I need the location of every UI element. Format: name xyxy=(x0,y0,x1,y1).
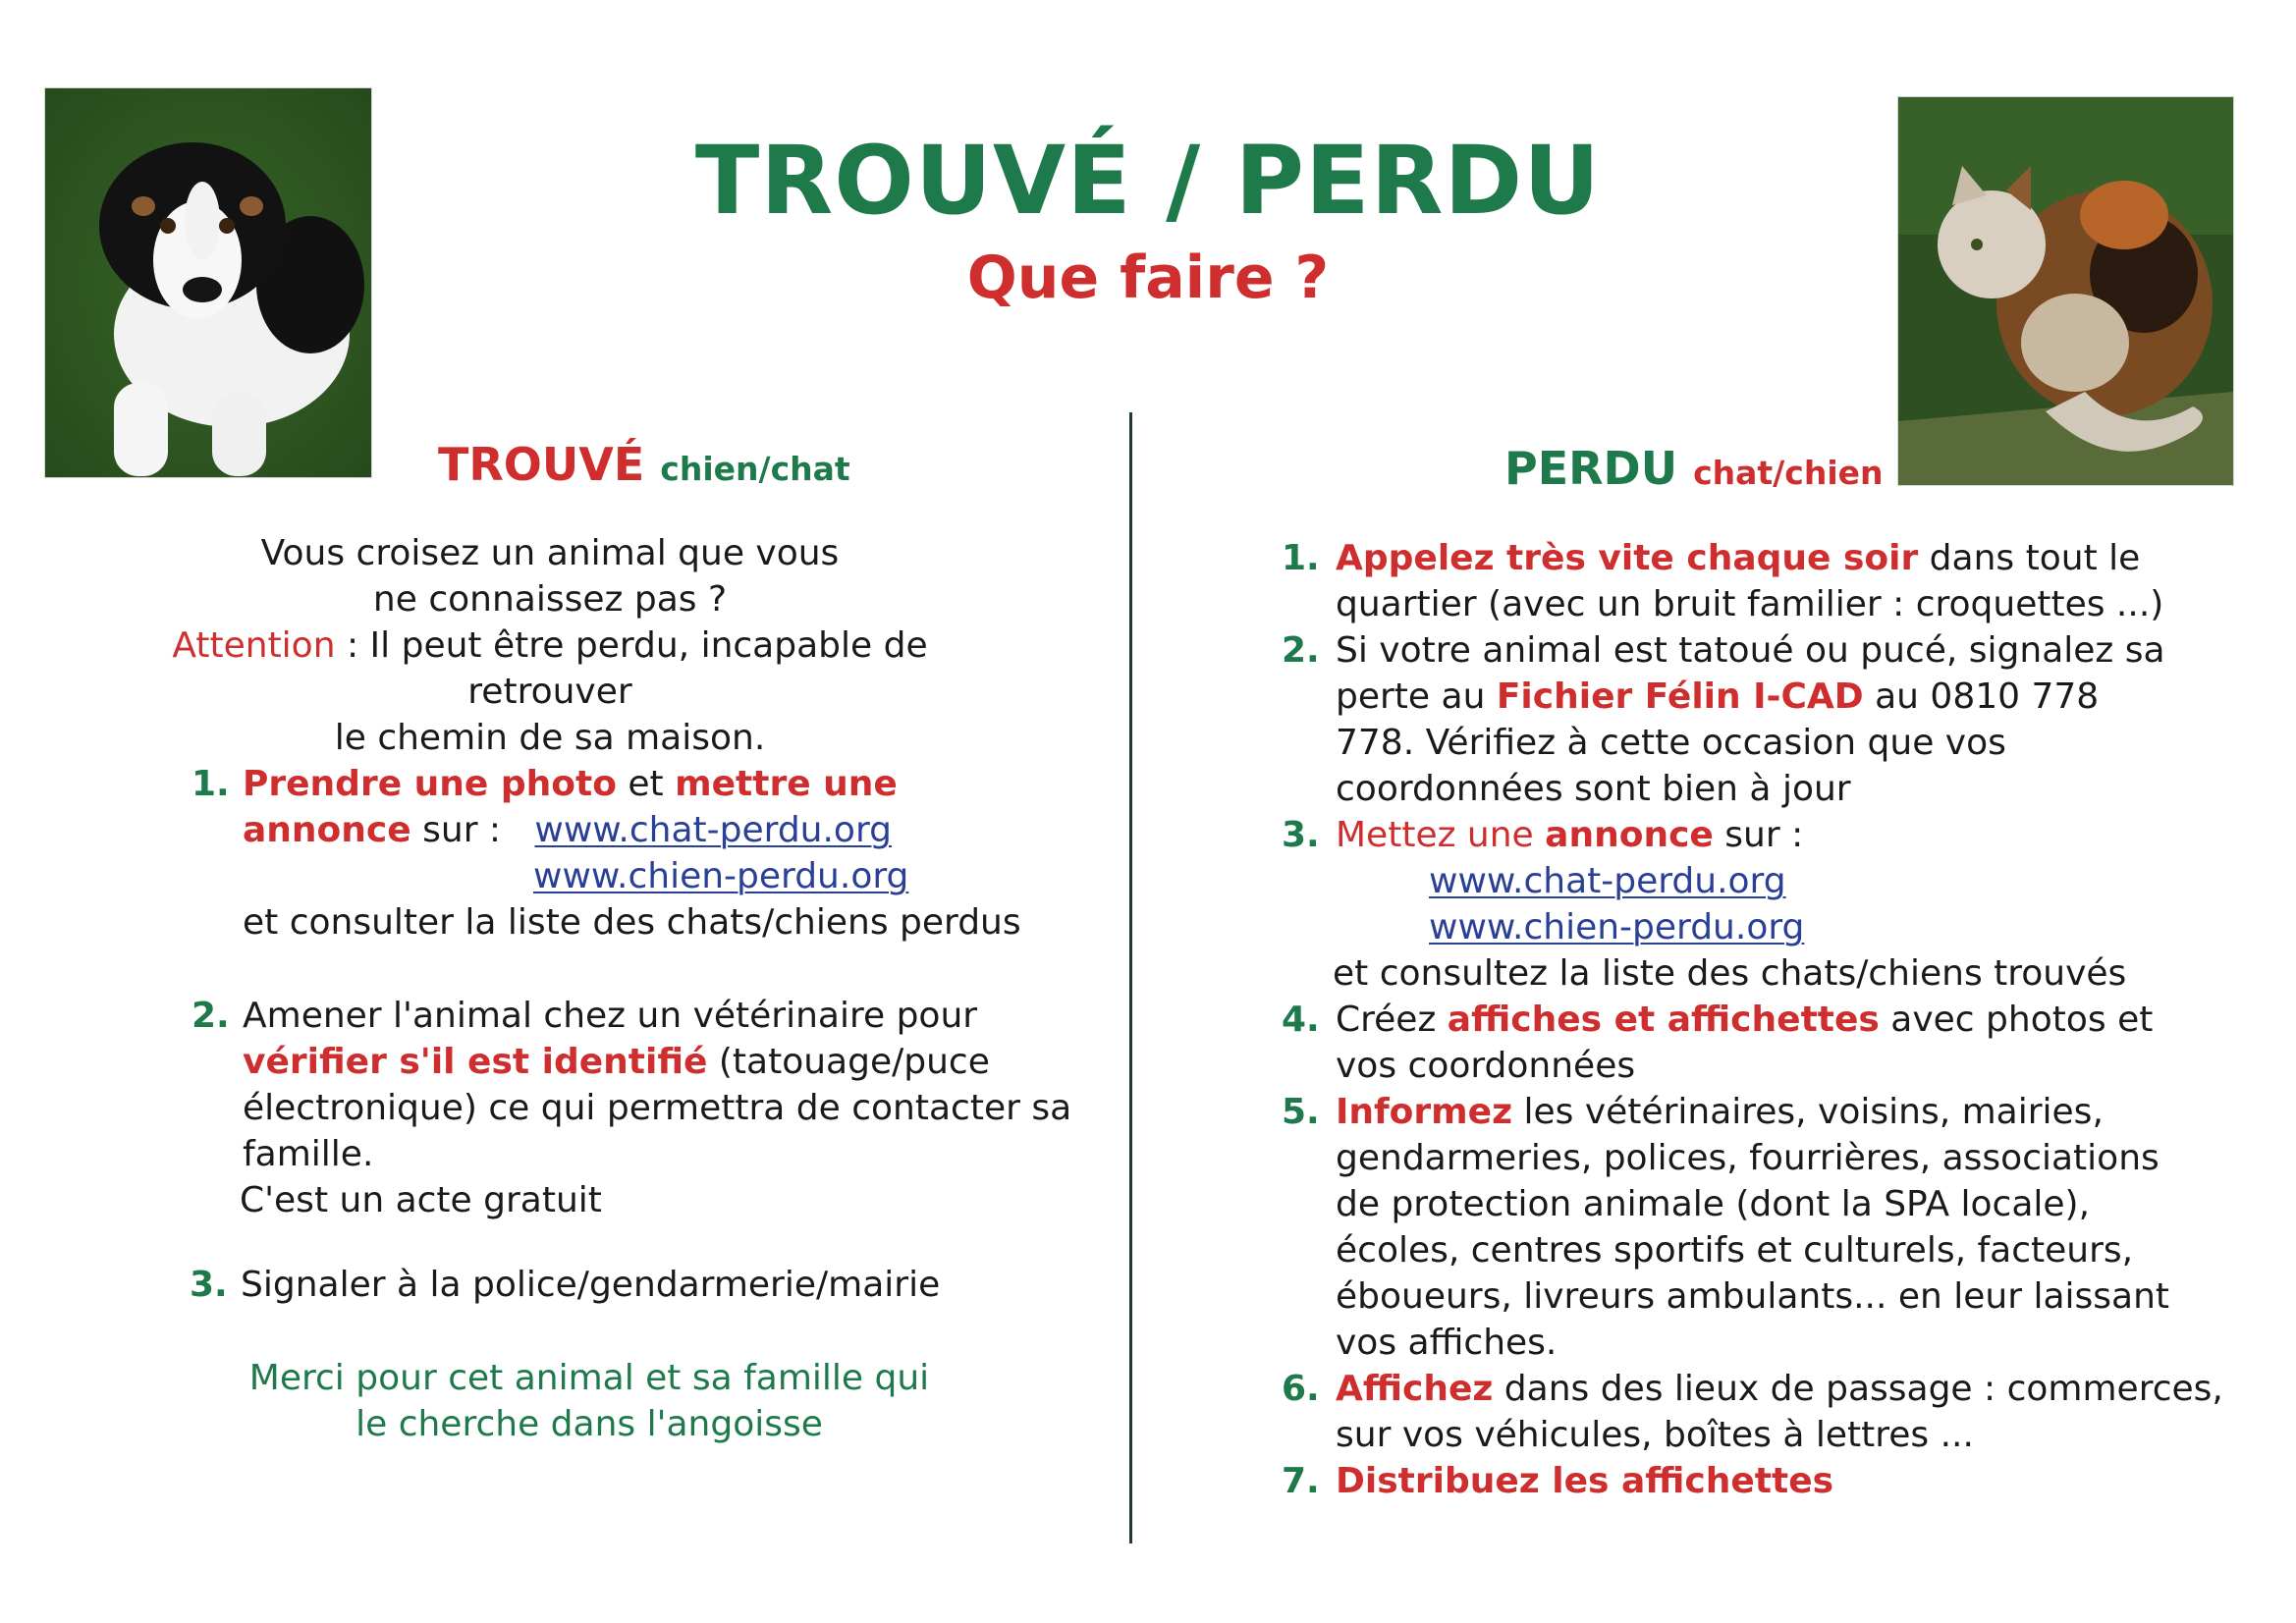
left-item-2-c: (tatouage/puce xyxy=(707,1042,990,1082)
right-link-chat-perdu[interactable]: www.chat-perdu.org xyxy=(1429,861,1786,901)
left-link-chien-perdu[interactable]: www.chien-perdu.org xyxy=(533,856,909,896)
right-item-1-number: 1. xyxy=(1282,538,1320,578)
right-item-3-a: Mettez une xyxy=(1336,815,1546,855)
right-item-5-g: vos affiches. xyxy=(1336,1323,1558,1363)
right-item-1-c: quartier (avec un bruit familier : croquettes ...) xyxy=(1336,584,2164,624)
intro-line-4: le chemin de sa maison. xyxy=(334,718,766,758)
left-link-chat-perdu[interactable]: www.chat-perdu.org xyxy=(534,810,892,850)
right-item-2-e: 778. Vérifiez à cette occasion que vos xyxy=(1336,723,2006,763)
right-item-3-d: et consultez la liste des chats/chiens trouvés xyxy=(1333,953,2127,994)
right-item-2 xyxy=(1282,627,2264,812)
attention-label: Attention xyxy=(172,625,336,666)
right-item-7 xyxy=(1282,1458,2264,1504)
right-item-5-c: gendarmeries, polices, fourrières, associations xyxy=(1336,1138,2159,1178)
right-item-4-a: Créez xyxy=(1336,1000,1448,1040)
right-item-4-c: avec photos et xyxy=(1879,1000,2154,1040)
right-item-3-b: annonce xyxy=(1545,815,1714,855)
left-intro xyxy=(137,530,962,761)
right-item-5-a: Informez xyxy=(1336,1092,1513,1132)
thanks-line-2: le cherche dans l'angoisse xyxy=(355,1404,823,1444)
left-item-2-b: vérifier s'il est identifié xyxy=(243,1042,708,1082)
left-heading-title: TROUVÉ xyxy=(438,438,645,491)
right-item-1-a: Appelez très vite chaque soir xyxy=(1336,538,1919,578)
left-item-3-number: 3. xyxy=(190,1265,228,1305)
right-item-5-f: éboueurs, livreurs ambulants... en leur laissant xyxy=(1336,1276,2170,1317)
left-item-1-b: et xyxy=(616,764,676,804)
cat-photo-image xyxy=(1898,97,2233,485)
right-item-5-b: les vétérinaires, voisins, mairies, xyxy=(1512,1092,2104,1132)
intro-line-2: ne connaissez pas ? xyxy=(372,579,728,620)
right-item-4-number: 4. xyxy=(1282,1000,1320,1040)
right-item-6-number: 6. xyxy=(1282,1369,1320,1409)
page-title: TROUVÉ / PERDU xyxy=(694,126,1602,236)
left-item-3 xyxy=(190,1262,1073,1308)
right-item-2-f: coordonnées sont bien à jour xyxy=(1336,769,1851,809)
left-item-2-a: Amener l'animal chez un vétérinaire pour xyxy=(243,996,978,1036)
left-item-1 xyxy=(191,761,1056,946)
right-item-3-number: 3. xyxy=(1282,815,1320,855)
right-item-3 xyxy=(1282,812,2264,997)
right-item-2-a: Si votre animal est tatoué ou pucé, signalez sa xyxy=(1336,630,2165,671)
left-item-1-c: mettre une xyxy=(675,764,898,804)
left-item-1-f: et consulter la liste des chats/chiens perdus xyxy=(243,902,1021,943)
left-item-3-a: Signaler à la police/gendarmerie/mairie xyxy=(241,1265,941,1305)
left-item-1-a: Prendre une photo xyxy=(243,764,617,804)
right-item-6 xyxy=(1282,1366,2264,1458)
right-item-7-number: 7. xyxy=(1282,1461,1320,1501)
intro-line-3 xyxy=(137,622,962,715)
left-item-1-e: sur : xyxy=(410,810,502,850)
right-item-7-a: Distribuez les affichettes xyxy=(1336,1461,1834,1501)
left-item-2-e: famille. xyxy=(243,1134,374,1174)
column-divider xyxy=(1129,412,1132,1543)
right-item-2-c: Fichier Félin I-CAD xyxy=(1496,676,1864,717)
right-item-6-a: Affichez xyxy=(1336,1369,1494,1409)
right-heading-small: chat/chien xyxy=(1693,454,1884,492)
right-heading-title: PERDU xyxy=(1504,442,1678,495)
dog-photo-image xyxy=(45,88,371,477)
right-list xyxy=(1282,535,2264,1504)
attention-text: : Il peut être perdu, incapable de retrouver xyxy=(335,625,928,712)
right-heading xyxy=(1504,442,1884,495)
right-item-2-b: perte au xyxy=(1336,676,1497,717)
right-item-4 xyxy=(1282,997,2264,1089)
right-item-5-d: de protection animale (dont la SPA locale), xyxy=(1336,1184,2091,1224)
right-item-5-e: écoles, centres sportifs et culturels, facteurs, xyxy=(1336,1230,2134,1271)
left-item-1-number: 1. xyxy=(191,764,230,804)
left-item-2 xyxy=(191,993,1075,1223)
right-item-4-b: affiches et affichettes xyxy=(1447,1000,1880,1040)
right-link-chien-perdu[interactable]: www.chien-perdu.org xyxy=(1429,907,1805,947)
right-item-6-b: dans des lieux de passage : commerces, xyxy=(1493,1369,2223,1409)
left-item-2-number: 2. xyxy=(191,996,230,1036)
right-item-1-b: dans tout le xyxy=(1918,538,2141,578)
right-item-4-d: vos coordonnées xyxy=(1336,1046,1636,1086)
right-item-6-c: sur vos véhicules, boîtes à lettres ... xyxy=(1336,1415,1974,1455)
right-item-2-number: 2. xyxy=(1282,630,1320,671)
right-item-2-d: au 0810 778 xyxy=(1863,676,2100,717)
intro-line-1: Vous croisez un animal que vous xyxy=(260,533,840,573)
left-item-1-d: annonce xyxy=(243,810,411,850)
left-heading-small: chien/chat xyxy=(660,450,850,488)
left-heading xyxy=(438,438,850,491)
right-item-1 xyxy=(1282,535,2264,627)
thanks-line-1: Merci pour cet animal et sa famille qui xyxy=(248,1358,930,1398)
right-item-5-number: 5. xyxy=(1282,1092,1320,1132)
dog-photo xyxy=(44,87,372,478)
left-thanks xyxy=(196,1355,982,1447)
page-subtitle: Que faire ? xyxy=(966,243,1330,312)
left-item-2-d: électronique) ce qui permettra de contacter sa xyxy=(243,1088,1072,1128)
right-item-5 xyxy=(1282,1089,2264,1366)
right-item-3-c: sur : xyxy=(1713,815,1804,855)
left-item-2-f: C'est un acte gratuit xyxy=(240,1180,602,1220)
cat-photo xyxy=(1897,96,2234,486)
